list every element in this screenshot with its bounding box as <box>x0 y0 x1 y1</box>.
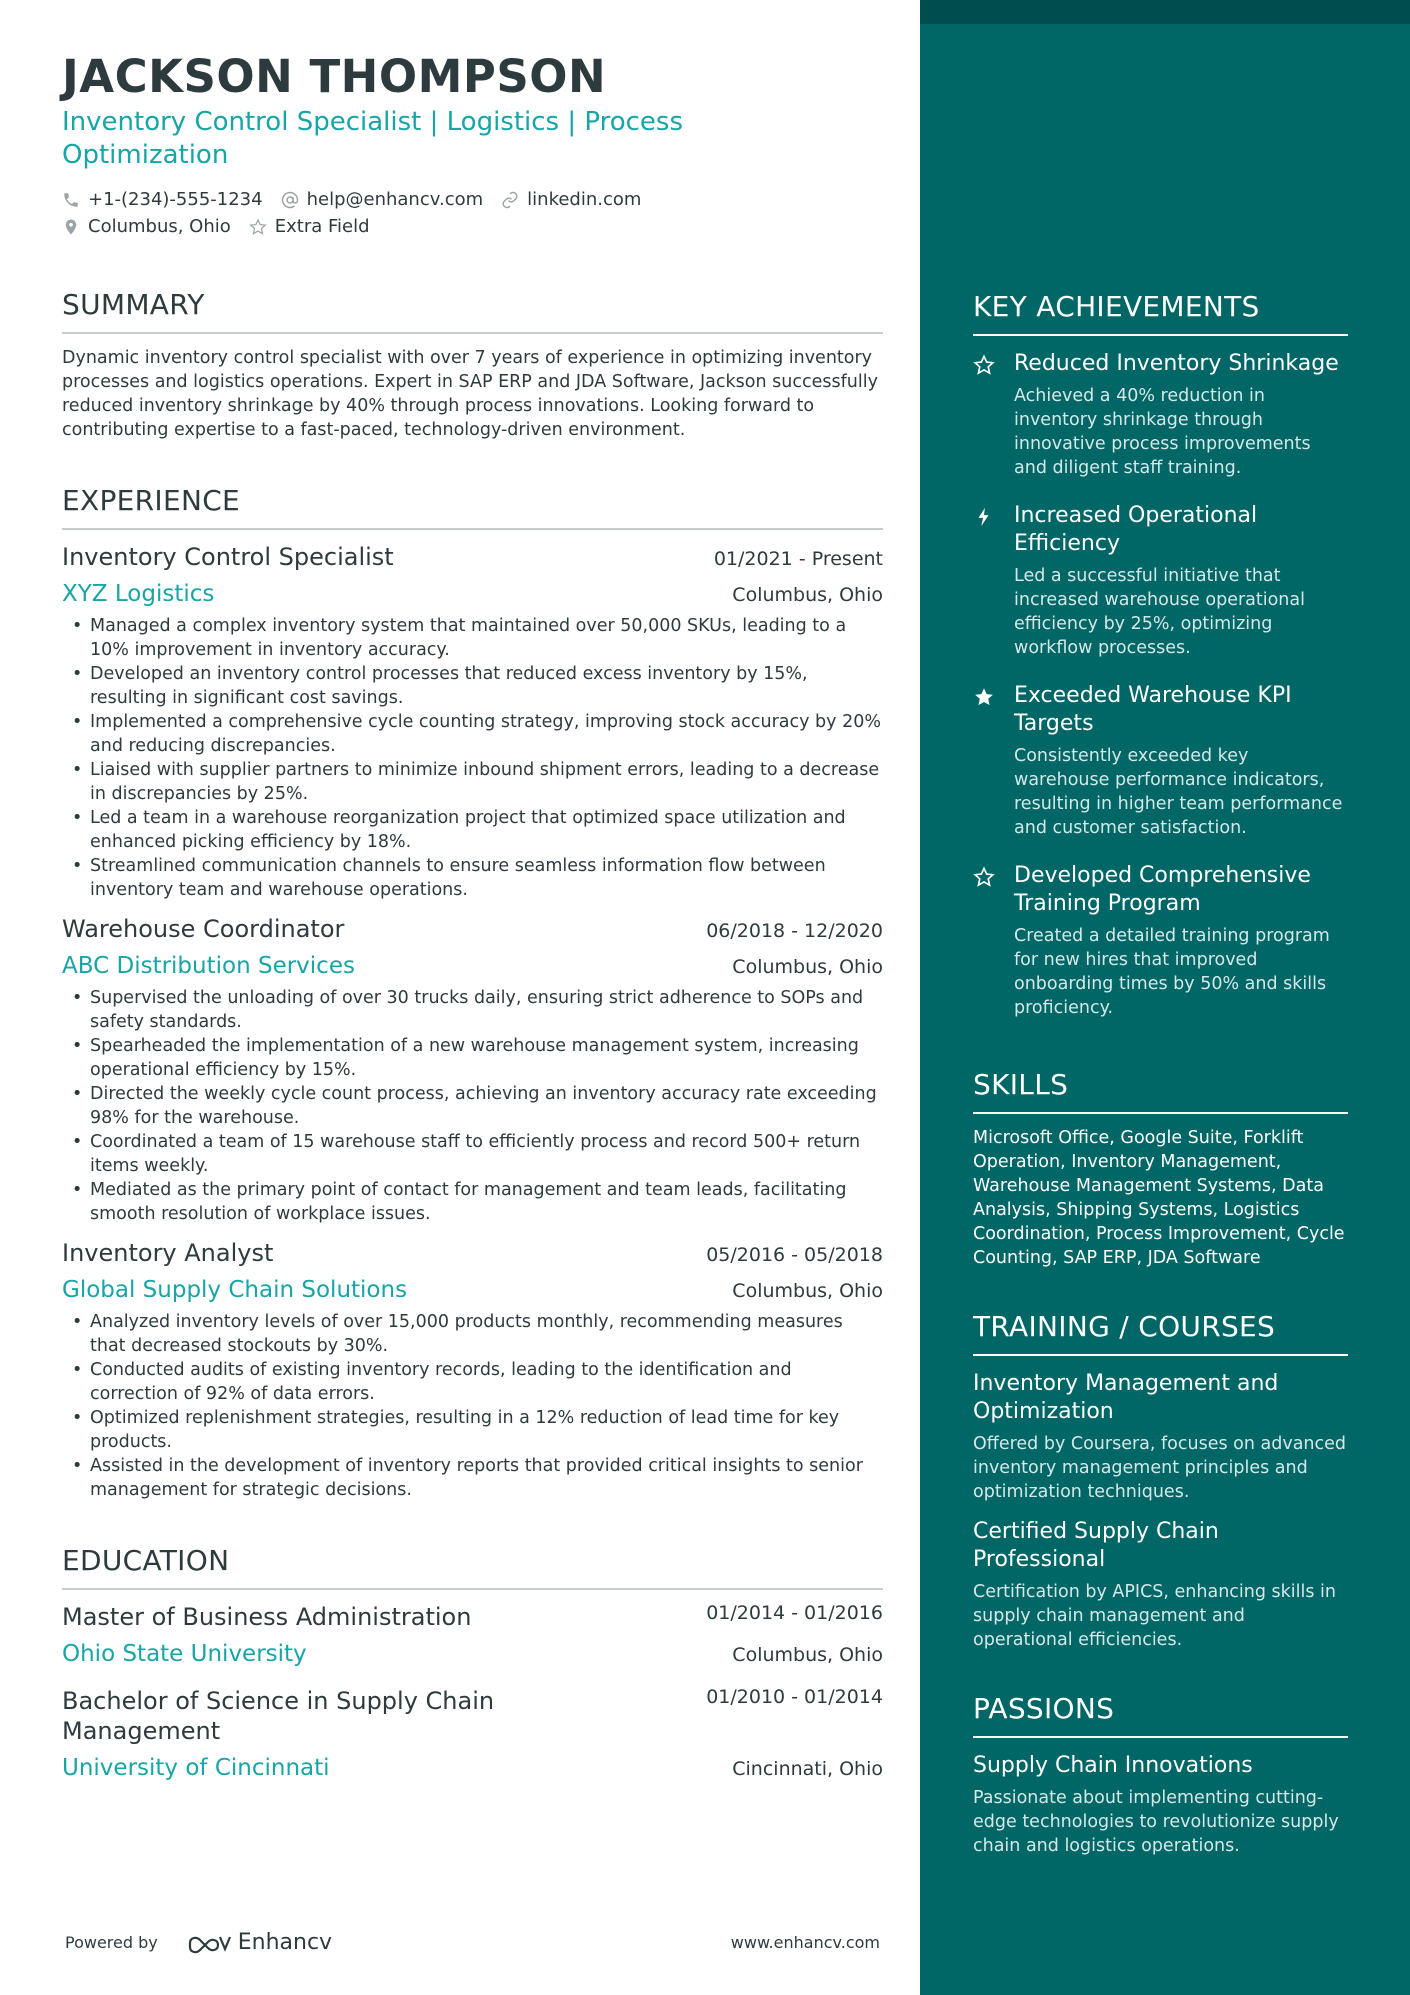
contact-info <box>62 186 883 240</box>
job-entry <box>62 914 883 1226</box>
job-date: 05/2016 - 05/2018 <box>706 1244 883 1266</box>
bullet-item: • Implemented a comprehensive cycle counting strategy, improving stock accuracy by 20% and reducing discrepancies. <box>62 710 883 758</box>
achievement-title: Developed Comprehensive Training Program <box>1014 863 1311 916</box>
brand-name: Enhancv <box>237 1930 333 1955</box>
linkedin-text: linkedin.com <box>527 189 642 210</box>
sidebar <box>920 0 1410 1995</box>
job-title: Warehouse Coordinator <box>62 915 345 943</box>
enhancv-logo[interactable] <box>186 1930 332 1955</box>
course-desc: Offered by Coursera, focuses on advanced inventory management principles and optimization techniques. <box>973 1434 1347 1502</box>
location-contact <box>62 216 231 237</box>
course-desc: Certification by APICS, enhancing skills in supply chain management and operational efficiencies. <box>973 1582 1337 1650</box>
school-location: Columbus, Ohio <box>732 1644 883 1666</box>
bullet-item: • Analyzed inventory levels of over 15,000 products monthly, recommending measures that decreased stockouts by 30%. <box>62 1310 883 1358</box>
job-entry <box>62 1238 883 1502</box>
candidate-title: Inventory Control Specialist | Logistics | Process Optimization <box>62 107 684 170</box>
location-text: Columbus, Ohio <box>88 216 231 237</box>
bullet-item: • Directed the weekly cycle count process, achieving an inventory accuracy rate exceeding 98% for the warehouse. <box>62 1082 883 1130</box>
achievement-desc: Led a successful initiative that increased warehouse operational efficiency by 25%, optimizing workflow processes. <box>1014 566 1305 658</box>
bullet-item: • Mediated as the primary point of contact for management and team leads, facilitating smooth resolution of workplace issues. <box>62 1178 883 1226</box>
website-link[interactable]: www.enhancv.com <box>730 1933 880 1952</box>
candidate-name: JACKSON THOMPSON <box>62 50 607 103</box>
skills-section <box>973 1068 1348 1270</box>
job-location: Columbus, Ohio <box>732 956 883 978</box>
enhancv-logo-icon <box>186 1931 232 1955</box>
bullet-item: • Spearheaded the implementation of a new warehouse management system, increasing operational efficiency by 15%. <box>62 1034 883 1082</box>
bullet-item: • Streamlined communication channels to ensure seamless information flow between inventory team and warehouse operations. <box>62 854 883 902</box>
job-bullets <box>62 986 883 1226</box>
achievements-heading: KEY ACHIEVEMENTS <box>973 290 1348 336</box>
extra-field <box>249 216 370 237</box>
achievement-title: Reduced Inventory Shrinkage <box>1014 351 1339 376</box>
summary-text: Dynamic inventory control specialist with over 7 years of experience in optimizing inventory processes and logistics operations. Expert in SAP ERP and JDA Software, Jackson successfully reduced inventory shrinkage by 40% through process innovations. Looking forward to contributing expertise to a fast-paced, technology-driven environment. <box>62 348 878 440</box>
skills-text: Microsoft Office, Google Suite, Forklift Operation, Inventory Management, Warehouse Management Systems, Data Analysis, Shipping Systems, Logistics Coordination, Process Improvement, Cycle Counting, SAP ERP, JDA Software <box>973 1128 1345 1268</box>
achievement-desc: Consistently exceeded key warehouse performance indicators, resulting in higher team performance and customer satisfaction. <box>1014 746 1343 838</box>
job-location: Columbus, Ohio <box>732 584 883 606</box>
phone-icon <box>62 191 80 209</box>
company-name: ABC Distribution Services <box>62 953 355 979</box>
star-filled-icon <box>973 686 995 708</box>
achievement-item <box>973 350 1348 488</box>
linkedin-contact[interactable] <box>501 189 641 210</box>
bullet-item: • Conducted audits of existing inventory records, leading to the identification and correction of 92% of data errors. <box>62 1358 883 1406</box>
location-pin-icon <box>62 218 80 236</box>
achievement-title: Exceeded Warehouse KPI Targets <box>1014 683 1292 736</box>
lightning-icon <box>973 506 995 528</box>
education-entry <box>62 1686 883 1782</box>
achievement-item <box>973 502 1348 668</box>
bullet-item: • Liaised with supplier partners to minimize inbound shipment errors, leading to a decrease in discrepancies by 25%. <box>62 758 883 806</box>
training-section <box>973 1310 1348 1652</box>
training-heading: TRAINING / COURSES <box>973 1310 1348 1356</box>
achievement-title: Increased Operational Efficiency <box>1014 503 1258 556</box>
achievement-item <box>973 682 1348 848</box>
degree-title: Bachelor of Science in Supply Chain Management <box>62 1687 495 1745</box>
bullet-item: • Led a team in a warehouse reorganization project that optimized space utilization and enhanced picking efficiency by 18%. <box>62 806 883 854</box>
job-bullets <box>62 1310 883 1502</box>
course-title: Inventory Management and Optimization <box>973 1371 1279 1424</box>
extra-field-text: Extra Field <box>274 216 370 237</box>
bullet-item: • Coordinated a team of 15 warehouse staff to efficiently process and record 500+ return items weekly. <box>62 1130 883 1178</box>
job-bullets <box>62 614 883 902</box>
education-date: 01/2010 - 01/2014 <box>706 1686 883 1708</box>
school-name: University of Cincinnati <box>62 1755 330 1781</box>
footer <box>65 1930 880 1955</box>
experience-heading: EXPERIENCE <box>62 484 883 530</box>
powered-by-label: Powered by <box>65 1933 158 1952</box>
job-date: 06/2018 - 12/2020 <box>706 920 883 942</box>
sidebar-content <box>973 290 1348 1898</box>
education-date: 01/2014 - 01/2016 <box>706 1602 883 1624</box>
passion-desc: Passionate about implementing cutting-edge technologies to revolutionize supply chain and logistics operations. <box>973 1788 1339 1856</box>
course-item <box>973 1518 1348 1652</box>
school-name: Ohio State University <box>62 1641 307 1667</box>
email-text: help@enhancv.com <box>306 189 484 210</box>
company-name: XYZ Logistics <box>62 581 215 607</box>
degree-title: Master of Business Administration <box>62 1603 472 1631</box>
bullet-item: • Supervised the unloading of over 30 trucks daily, ensuring strict adherence to SOPs and safety standards. <box>62 986 883 1034</box>
achievements-section <box>973 290 1348 1028</box>
bullet-item: • Assisted in the development of inventory reports that provided critical insights to senior management for strategic decisions. <box>62 1454 883 1502</box>
passion-title: Supply Chain Innovations <box>973 1753 1253 1778</box>
main-column <box>62 50 883 1782</box>
company-name: Global Supply Chain Solutions <box>62 1277 408 1303</box>
star-outline-icon <box>249 218 267 236</box>
bullet-item: • Optimized replenishment strategies, resulting in a 12% reduction of lead time for key products. <box>62 1406 883 1454</box>
email-contact[interactable] <box>281 189 484 210</box>
job-title: Inventory Analyst <box>62 1239 274 1267</box>
experience-section <box>62 484 883 1502</box>
education-section <box>62 1544 883 1782</box>
passion-item <box>973 1752 1348 1858</box>
skills-heading: SKILLS <box>973 1068 1348 1114</box>
passions-heading: PASSIONS <box>973 1692 1348 1738</box>
education-heading: EDUCATION <box>62 1544 883 1590</box>
bullet-item: • Developed an inventory control processes that reduced excess inventory by 15%, resulting in significant cost savings. <box>62 662 883 710</box>
at-icon <box>281 191 299 209</box>
job-date: 01/2021 - Present <box>713 548 883 570</box>
bullet-item: • Managed a complex inventory system that maintained over 50,000 SKUs, leading to a 10% improvement in inventory accuracy. <box>62 614 883 662</box>
education-entry <box>62 1602 883 1668</box>
course-item <box>973 1370 1348 1504</box>
achievement-desc: Achieved a 40% reduction in inventory shrinkage through innovative process improvements and diligent staff training. <box>1014 386 1311 478</box>
job-title: Inventory Control Specialist <box>62 543 394 571</box>
school-location: Cincinnati, Ohio <box>732 1758 883 1780</box>
course-title: Certified Supply Chain Professional <box>973 1519 1219 1572</box>
job-location: Columbus, Ohio <box>732 1280 883 1302</box>
sidebar-top-bar <box>920 0 1410 24</box>
passions-section <box>973 1692 1348 1858</box>
link-icon <box>501 191 519 209</box>
achievement-item <box>973 862 1348 1028</box>
star-outline-icon <box>973 354 995 376</box>
job-entry <box>62 542 883 902</box>
summary-heading: SUMMARY <box>62 288 883 334</box>
achievement-desc: Created a detailed training program for new hires that improved onboarding times by 50% and skills proficiency. <box>1014 926 1330 1018</box>
phone-text: +1-(234)-555-1234 <box>88 189 263 210</box>
summary-section <box>62 288 883 442</box>
phone-contact[interactable] <box>62 189 263 210</box>
star-outline-icon <box>973 866 995 888</box>
